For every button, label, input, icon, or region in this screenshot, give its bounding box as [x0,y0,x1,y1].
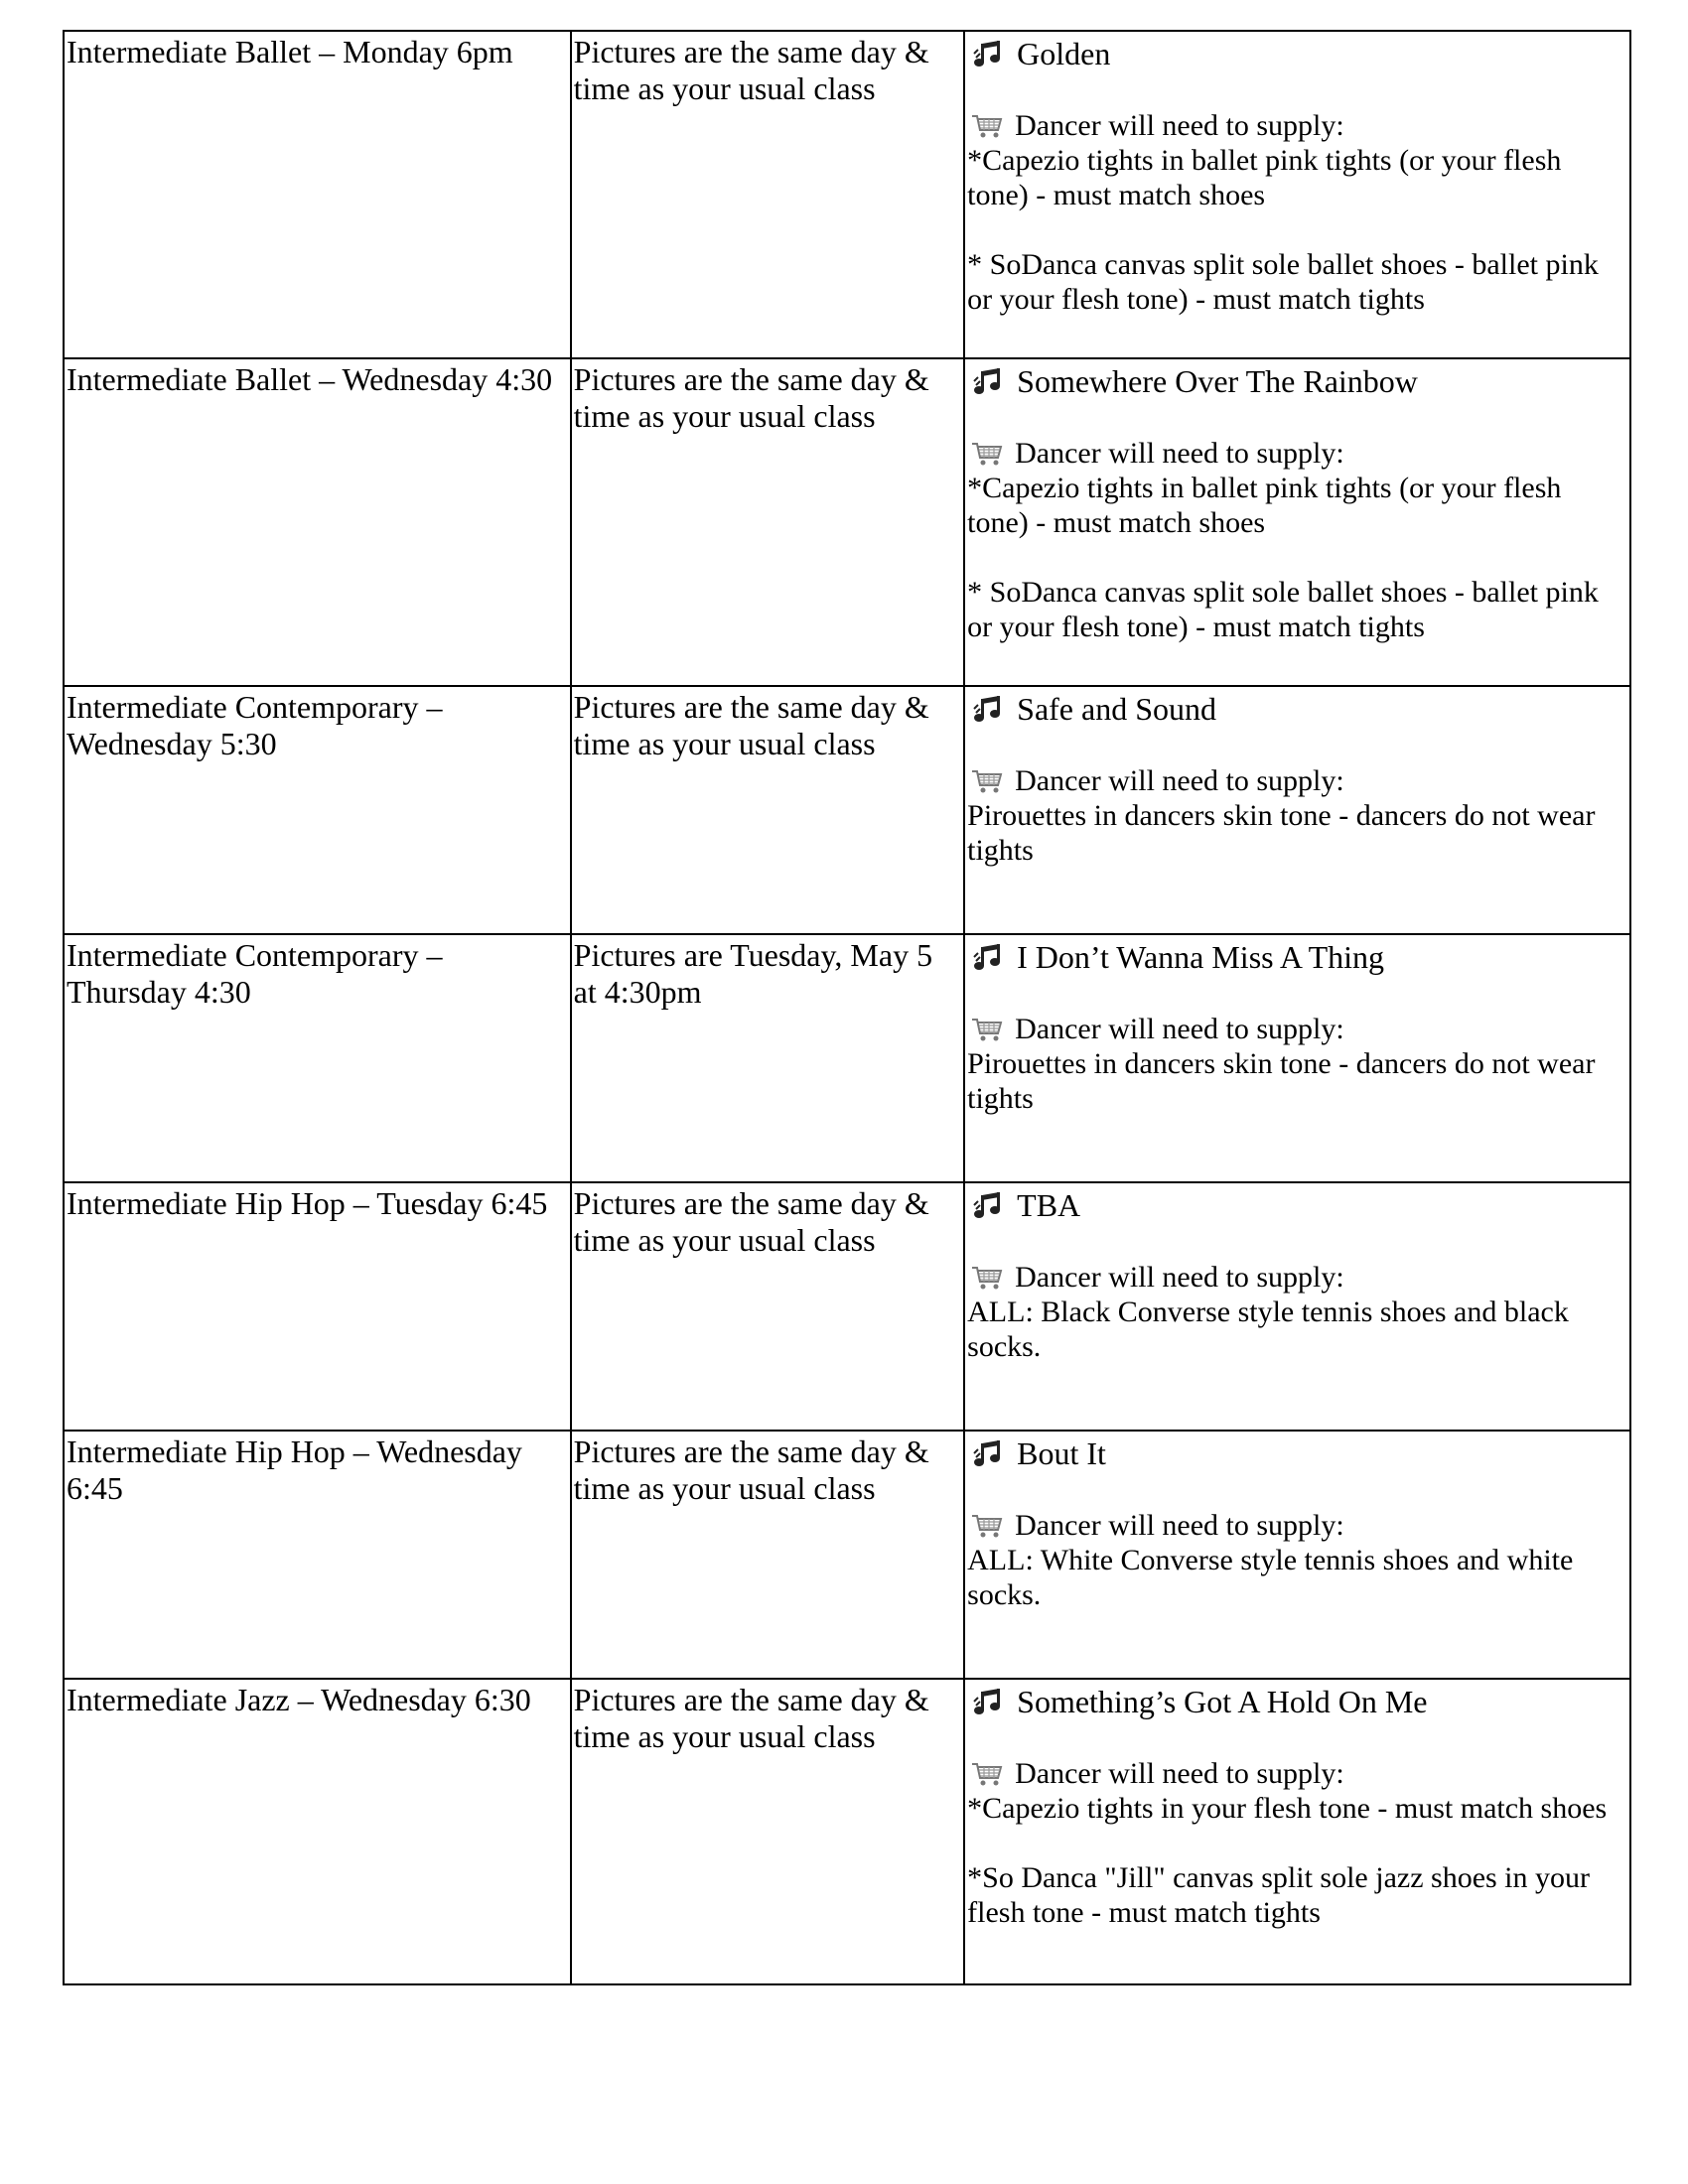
supply-items [967,798,1629,868]
song-title: TBA [1017,1186,1081,1223]
supply-item: Pirouettes in dancers skin tone - dancers do not wear tights [967,799,1596,867]
shopping-cart-icon [971,1265,1003,1291]
supply-items [967,1791,1629,1930]
pictures-cell [571,31,965,358]
pictures-cell [571,1431,965,1679]
supply-items [967,1295,1629,1364]
supply-heading [967,437,1629,471]
song-title: I Don’t Wanna Miss A Thing [1017,938,1385,975]
schedule-row [64,1182,1630,1431]
supply-items [967,471,1629,644]
class-cell [64,1431,571,1679]
music-notes-icon [973,943,1003,971]
schedule-row [64,358,1630,686]
pictures-info: Pictures are the same day & time as your usual class [573,1433,929,1506]
pictures-info: Pictures are the same day & time as your usual class [573,361,929,434]
class-name: Intermediate Hip Hop – Tuesday 6:45 [67,1185,548,1221]
class-schedule-table [63,30,1631,1985]
shopping-cart-icon [971,768,1003,794]
supply-label: Dancer will need to supply: [1015,1509,1344,1542]
song-title: Something’s Got A Hold On Me [1017,1683,1428,1719]
song-title: Golden [1017,35,1111,71]
music-notes-icon [973,1439,1003,1467]
info-cell [964,1679,1630,1984]
class-name: Intermediate Ballet – Monday 6pm [67,34,513,69]
schedule-row [64,1679,1630,1984]
supply-heading [967,1261,1629,1295]
schedule-row [64,1431,1630,1679]
song-title: Somewhere Over The Rainbow [1017,362,1418,399]
supply-item: ALL: Black Converse style tennis shoes and black socks. [967,1296,1569,1363]
supply-label: Dancer will need to supply: [1015,764,1344,797]
class-name: Intermediate Contemporary – Wednesday 5:30 [67,689,443,761]
shopping-cart-icon [971,1017,1003,1042]
music-notes-icon [973,40,1003,68]
pictures-info: Pictures are Tuesday, May 5 at 4:30pm [573,937,933,1010]
supply-label: Dancer will need to supply: [1015,1013,1344,1045]
class-cell [64,358,571,686]
class-cell [64,31,571,358]
supply-label: Dancer will need to supply: [1015,437,1344,470]
supply-item: *Capezio tights in ballet pink tights (or your flesh tone) - must match shoes [967,472,1562,539]
pictures-info: Pictures are the same day & time as your usual class [573,689,929,761]
supply-items [967,1543,1629,1612]
supply-heading [967,1013,1629,1046]
pictures-cell [571,1182,965,1431]
song-line [967,1682,1629,1721]
supply-item: *So Danca "Jill" canvas split sole jazz shoes in your flesh tone - must match tights [967,1861,1591,1929]
supply-label: Dancer will need to supply: [1015,1261,1344,1294]
supply-heading [967,1509,1629,1543]
shopping-cart-icon [971,1761,1003,1787]
pictures-cell [571,686,965,934]
supply-item: *Capezio tights in ballet pink tights (or your flesh tone) - must match shoes [967,144,1562,211]
pictures-cell [571,358,965,686]
supply-item: * SoDanca canvas split sole ballet shoes - ballet pink or your flesh tone) - must match tights [967,248,1599,316]
info-cell [964,1182,1630,1431]
class-cell [64,686,571,934]
supply-heading [967,764,1629,798]
supply-item: * SoDanca canvas split sole ballet shoes - ballet pink or your flesh tone) - must match tights [967,576,1599,643]
song-line [967,689,1629,729]
supply-label: Dancer will need to supply: [1015,109,1344,142]
song-line [967,1433,1629,1473]
song-title: Safe and Sound [1017,690,1216,727]
supply-item: *Capezio tights in your flesh tone - must match shoes [967,1792,1608,1825]
class-cell [64,1182,571,1431]
pictures-cell [571,934,965,1182]
supply-heading [967,1757,1629,1791]
schedule-body [64,31,1630,1984]
song-line [967,937,1629,977]
music-notes-icon [973,367,1003,395]
info-cell [964,934,1630,1182]
pictures-info: Pictures are the same day & time as your usual class [573,1682,929,1754]
class-name: Intermediate Ballet – Wednesday 4:30 [67,361,553,397]
song-line [967,1185,1629,1225]
schedule-row [64,31,1630,358]
info-cell [964,686,1630,934]
song-line [967,34,1629,73]
pictures-info: Pictures are the same day & time as your usual class [573,34,929,106]
info-cell [964,358,1630,686]
schedule-row [64,934,1630,1182]
class-cell [64,934,571,1182]
supply-item: Pirouettes in dancers skin tone - dancers do not wear tights [967,1047,1596,1115]
shopping-cart-icon [971,113,1003,139]
pictures-cell [571,1679,965,1984]
song-line [967,361,1629,401]
class-name: Intermediate Contemporary – Thursday 4:30 [67,937,443,1010]
class-name: Intermediate Hip Hop – Wednesday 6:45 [67,1433,522,1506]
pictures-info: Pictures are the same day & time as your usual class [573,1185,929,1258]
supply-heading [967,109,1629,143]
class-name: Intermediate Jazz – Wednesday 6:30 [67,1682,531,1717]
supply-label: Dancer will need to supply: [1015,1757,1344,1790]
supply-items [967,1046,1629,1116]
shopping-cart-icon [971,441,1003,467]
music-notes-icon [973,1688,1003,1715]
music-notes-icon [973,1191,1003,1219]
schedule-row [64,686,1630,934]
supply-item: ALL: White Converse style tennis shoes and white socks. [967,1544,1574,1611]
song-title: Bout It [1017,1434,1106,1471]
class-cell [64,1679,571,1984]
supply-items [967,143,1629,317]
info-cell [964,1431,1630,1679]
music-notes-icon [973,695,1003,723]
shopping-cart-icon [971,1513,1003,1539]
info-cell [964,31,1630,358]
